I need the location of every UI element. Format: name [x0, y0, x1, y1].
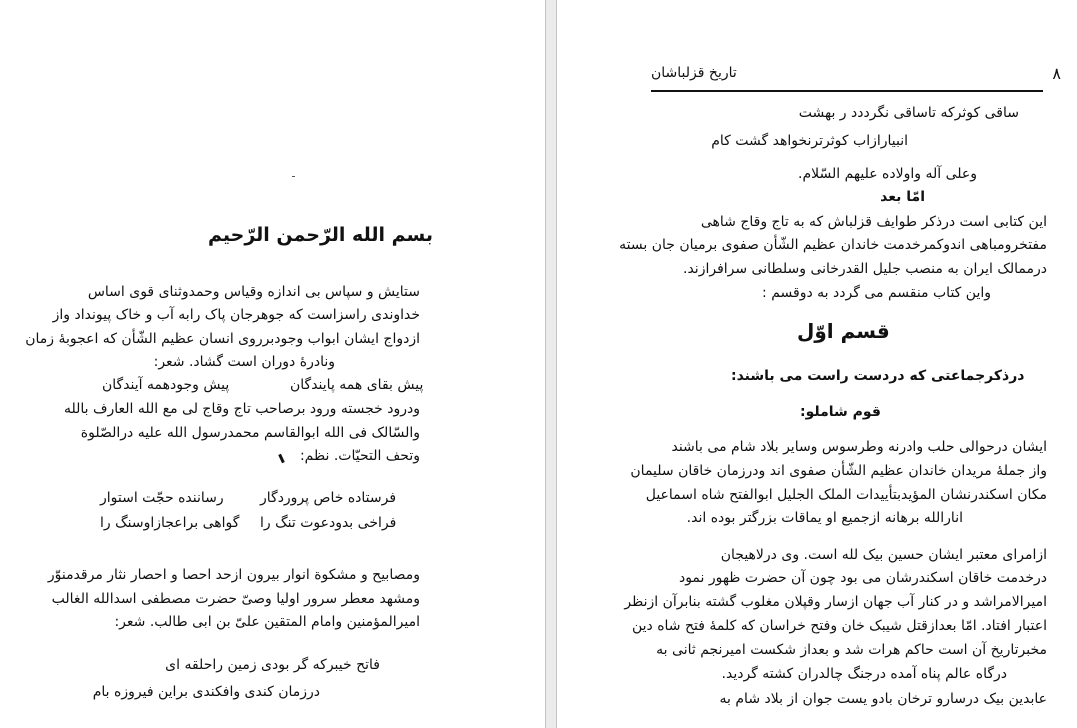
- body-line: ومشهد معطر سرور اولیا وصیّ حضرت مصطفی اسدالله الغالب: [51, 591, 420, 607]
- verse-line: انبیارازاب کوثرترنخواهد گشت کام: [711, 133, 908, 149]
- body-line: درخدمت خاقان اسکندرشان می بود چون آن حضرت ظهور نمود: [678, 570, 1047, 586]
- body-line: ومصابیح و مشکوة انوار بیرون ازحد احصا و احصار نثار مرقدمنوّر: [47, 567, 420, 583]
- verse-hemistich: گواهی براعجازاوسنگ را: [100, 515, 240, 531]
- intro-line: ونادرهٔ دوران است گشاد. شعر:: [153, 354, 335, 370]
- body-line: وتحف التحیّات. نظم:: [299, 448, 420, 464]
- section-heading: قسم اوّل: [797, 319, 890, 343]
- running-title: تاریخ قزلباشان: [651, 65, 737, 81]
- verse-line: ساقی کوثرکه تاساقی نگرددد ر بهشت: [798, 105, 1019, 121]
- verse-hemistich: پیش بقای همه پایندگان: [290, 377, 424, 393]
- body-line: مخبرتاریخ آن است حاکم هرات شد و بعداز شکست امیرنجم ثانی به: [656, 642, 1047, 658]
- body-line: ازامرای معتبر ایشان حسین بیک لله است. وی درلاهیجان: [720, 547, 1047, 563]
- intro-line: خداوندی راسزاست که جوهرجان پاک رابه آب و خاک پیونداد واز: [52, 307, 420, 323]
- body-line: امیرالمؤمنین وامام المتقین علیّ بن ابی طالب. شعر:: [114, 614, 420, 630]
- body-line: اعتبار افتاد. امّا بعدازقتل شیبک خان وفتح خراسان که کلمهٔ فتح شاه دین: [631, 618, 1047, 634]
- final-verse-line: درزمان کندی وافکندی براین فیروزه بام: [92, 684, 320, 700]
- body-line: واین کتاب منقسم می گردد به دوقسم :: [762, 285, 991, 301]
- body-line: واز جملهٔ مریدان خاندان عظیم الشّأن صفوی اند ودرزمان خاقان سلیمان: [630, 463, 1047, 479]
- verse-hemistich: پیش وجودهمه آیندگان: [102, 377, 230, 393]
- body-line: مفتخرومباهی اندوکمرخدمت خاندان عظیم الشّأن صفوی برمیان جان بسته: [619, 237, 1047, 253]
- body-line: مکان اسکندرنشان المؤیدبتأییدات الملک الجلیل ابوالفتح شاه اسماعیل: [645, 487, 1047, 503]
- body-line: ایشان درحوالی حلب وادرنه وطرسوس وسایر بلاد شام می باشند: [671, 439, 1047, 455]
- amma-bad: امّا بعد: [880, 189, 925, 205]
- right-page: [557, 0, 1077, 728]
- verse-hemistich: فراخی بدودعوت تنگ را: [260, 515, 397, 531]
- body-line: والسّالک فی الله ابوالقاسم محمدرسول الله علیه درالصّلوة: [80, 425, 420, 441]
- body-line: امیرالامراشد و در کنار آب جهان ازسار وقپلان مغلوب گشته بنابرآن ازنظر: [624, 594, 1047, 610]
- page-gutter: [545, 0, 557, 728]
- verse-hemistich: رساننده حجّت استوار: [100, 490, 224, 506]
- salutation: وعلی آله واولاده علیهم السّلام.: [798, 166, 977, 182]
- body-line: درگاه عالم پناه آمده درجنگ چالدران کشته گردید.: [721, 666, 1007, 682]
- page-number: ۸: [1052, 64, 1061, 83]
- body-line: انارالله برهانه ازجمیع او یماقات بزرگتر بوده اند.: [686, 510, 963, 526]
- bismillah-heading: بسم الله الرّحمن الرّحيم: [208, 224, 433, 246]
- verse-hemistich: فرستاده خاص پروردگار: [260, 490, 397, 506]
- speck: [292, 176, 295, 177]
- section-subtitle: درذکرجماعتی که دردست راست می باشند:: [731, 368, 1025, 384]
- final-verse-line: فاتح خیبرکه گر بودی زمین راحلقه ای: [165, 657, 380, 673]
- body-line: عابدین بیک درسارو ترخان بادو یست جوان از بلاد شام به: [719, 691, 1047, 707]
- intro-line: ستایش و سپاس بی اندازه وقیاس وحمدوثنای قوی اساس: [87, 284, 420, 300]
- intro-line: ازدواج ایشان ابواب وجودبرروی انسان عظیم الشّأن که اعجوبهٔ زمان: [25, 331, 420, 347]
- ink-mark: [278, 454, 285, 463]
- body-line: درممالک ایران به منصب جلیل القدرخانی وسلطانی سرافرازند.: [683, 261, 1047, 277]
- header-rule: [651, 90, 1043, 92]
- body-line: این کتابی است درذکر طوایف قزلباش که به تاج وقاج شاهی: [700, 214, 1047, 230]
- body-line: ودرود خجسته ورود برصاحب تاج وقاج لی مع الله العارف بالله: [63, 401, 420, 417]
- tribe-heading: قوم شاملو:: [800, 404, 881, 420]
